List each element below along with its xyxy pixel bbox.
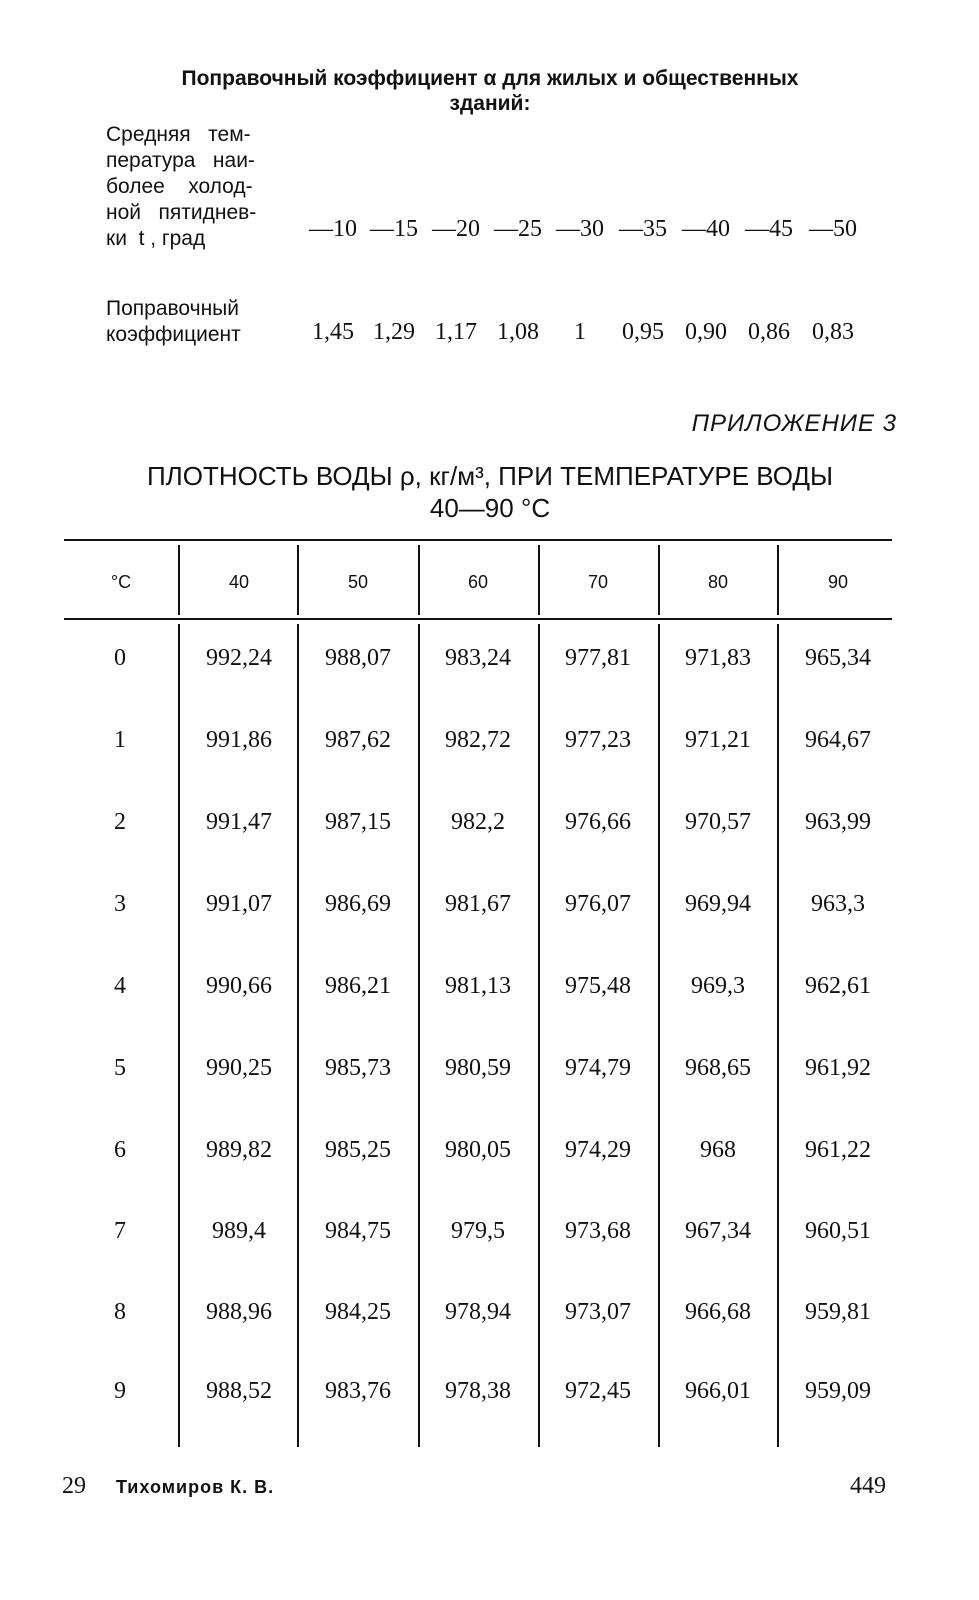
table-cell: 988,52 xyxy=(206,1378,272,1404)
table-cell: 972,45 xyxy=(565,1378,631,1404)
coefficient-value: 1,45 xyxy=(312,319,354,345)
table-cell: 980,59 xyxy=(445,1055,511,1081)
correction-title-line1: Поправочный коэффициент α для жилых и общественных xyxy=(181,67,799,90)
table-cell: 971,21 xyxy=(685,727,751,753)
coefficient-value: 1,17 xyxy=(435,319,477,345)
table-cell: 977,81 xyxy=(565,645,631,671)
table-cell: 991,47 xyxy=(206,809,272,835)
temperature-value: —45 xyxy=(745,216,793,242)
table-cell: 975,48 xyxy=(565,973,631,999)
coefficient-row-label: Поправочный коэффициент xyxy=(106,297,241,346)
coefficient-value: 0,95 xyxy=(622,319,664,345)
column-divider-body xyxy=(658,624,660,1447)
table-cell: 991,07 xyxy=(206,891,272,917)
temperature-value: —35 xyxy=(619,216,667,242)
temperature-value: —15 xyxy=(370,216,418,242)
column-divider-body xyxy=(538,624,540,1447)
density-table-title-line2: 40—90 °С xyxy=(429,493,551,523)
table-cell: 981,67 xyxy=(445,891,511,917)
table-cell: 963,99 xyxy=(805,809,871,835)
column-divider-header xyxy=(777,545,779,615)
correction-title xyxy=(100,66,880,116)
table-cell: 971,83 xyxy=(685,645,751,671)
coefficient-value: 1,08 xyxy=(497,319,539,345)
temperature-value: —40 xyxy=(682,216,730,242)
table-cell: 987,15 xyxy=(325,809,391,835)
table-cell: 989,82 xyxy=(206,1137,272,1163)
table-cell: 988,96 xyxy=(206,1299,272,1325)
row-header: 1 xyxy=(114,727,126,753)
coefficient-value: 0,90 xyxy=(685,319,727,345)
table-cell: 959,81 xyxy=(805,1299,871,1325)
table-cell: 960,51 xyxy=(805,1218,871,1244)
table-cell: 963,3 xyxy=(811,891,865,917)
table-cell: 959,09 xyxy=(805,1378,871,1404)
row-header: 2 xyxy=(114,809,126,835)
table-cell: 981,13 xyxy=(445,973,511,999)
corner-header: °С xyxy=(110,572,132,592)
table-cell: 968,65 xyxy=(685,1055,751,1081)
table-cell: 974,29 xyxy=(565,1137,631,1163)
table-cell: 991,86 xyxy=(206,727,272,753)
table-cell: 966,01 xyxy=(685,1378,751,1404)
column-divider-body xyxy=(777,624,779,1447)
temperature-value: —20 xyxy=(432,216,480,242)
coefficient-value: 1 xyxy=(574,319,586,345)
table-cell: 976,07 xyxy=(565,891,631,917)
table-cell: 980,05 xyxy=(445,1137,511,1163)
column-divider-header xyxy=(658,545,660,615)
column-divider-body xyxy=(297,624,299,1447)
table-cell: 984,25 xyxy=(325,1299,391,1325)
temperature-value: —30 xyxy=(556,216,604,242)
table-cell: 969,94 xyxy=(685,891,751,917)
author-name: Тихомиров К. В. xyxy=(116,1477,275,1497)
coefficient-value: 0,83 xyxy=(812,319,854,345)
table-cell: 969,3 xyxy=(691,973,745,999)
appendix-label: ПРИЛОЖЕНИЕ 3 xyxy=(691,410,897,437)
temperature-value: —50 xyxy=(809,216,857,242)
table-cell: 964,67 xyxy=(805,727,871,753)
table-cell: 976,66 xyxy=(565,809,631,835)
table-cell: 966,68 xyxy=(685,1299,751,1325)
table-cell: 974,79 xyxy=(565,1055,631,1081)
column-divider-body xyxy=(418,624,420,1447)
table-cell: 985,73 xyxy=(325,1055,391,1081)
column-header: 40 xyxy=(228,572,250,592)
column-header: 90 xyxy=(827,572,849,592)
table-cell: 982,2 xyxy=(451,809,505,835)
table-cell: 973,68 xyxy=(565,1218,631,1244)
table-cell: 962,61 xyxy=(805,973,871,999)
temperature-value: —25 xyxy=(494,216,542,242)
table-cell: 973,07 xyxy=(565,1299,631,1325)
signature-number: 29 xyxy=(62,1473,86,1499)
column-header: 80 xyxy=(707,572,729,592)
table-cell: 961,22 xyxy=(805,1137,871,1163)
row-header: 9 xyxy=(114,1378,126,1404)
table-cell: 985,25 xyxy=(325,1137,391,1163)
temperature-row-label: Средняя тем- пература наи- более холод- ной пятиднев- ки t , град xyxy=(106,123,257,250)
table-cell: 983,76 xyxy=(325,1378,391,1404)
coefficient-value: 1,29 xyxy=(373,319,415,345)
table-cell: 986,21 xyxy=(325,973,391,999)
column-header: 50 xyxy=(347,572,369,592)
density-table-title xyxy=(60,460,920,524)
table-cell: 965,34 xyxy=(805,645,871,671)
table-cell: 968 xyxy=(700,1137,736,1163)
table-cell: 990,25 xyxy=(206,1055,272,1081)
row-header: 5 xyxy=(114,1055,126,1081)
row-header: 0 xyxy=(114,645,126,671)
table-cell: 987,62 xyxy=(325,727,391,753)
correction-title-line2: зданий: xyxy=(449,92,531,115)
coefficient-value: 0,86 xyxy=(748,319,790,345)
column-divider-header xyxy=(178,545,180,615)
table-top-rule xyxy=(64,539,892,541)
table-cell: 988,07 xyxy=(325,645,391,671)
table-cell: 992,24 xyxy=(206,645,272,671)
row-header: 6 xyxy=(114,1137,126,1163)
row-header: 7 xyxy=(114,1218,126,1244)
row-header: 3 xyxy=(114,891,126,917)
table-cell: 977,23 xyxy=(565,727,631,753)
column-divider-header xyxy=(538,545,540,615)
table-cell: 986,69 xyxy=(325,891,391,917)
table-cell: 967,34 xyxy=(685,1218,751,1244)
table-cell: 984,75 xyxy=(325,1218,391,1244)
column-header: 70 xyxy=(587,572,609,592)
row-header: 4 xyxy=(114,973,126,999)
table-cell: 978,38 xyxy=(445,1378,511,1404)
table-cell: 978,94 xyxy=(445,1299,511,1325)
table-cell: 983,24 xyxy=(445,645,511,671)
column-divider-body xyxy=(178,624,180,1447)
table-cell: 982,72 xyxy=(445,727,511,753)
table-cell: 979,5 xyxy=(451,1218,505,1244)
table-cell: 961,92 xyxy=(805,1055,871,1081)
column-divider-header xyxy=(297,545,299,615)
table-header-rule xyxy=(64,618,892,620)
table-cell: 989,4 xyxy=(212,1218,266,1244)
column-header: 60 xyxy=(467,572,489,592)
row-header: 8 xyxy=(114,1299,126,1325)
table-cell: 990,66 xyxy=(206,973,272,999)
page-number: 449 xyxy=(850,1473,886,1499)
density-table-title-line1: ПЛОТНОСТЬ ВОДЫ ρ, кг/м³, ПРИ ТЕМПЕРАТУРЕ ВОДЫ xyxy=(146,461,834,491)
table-cell: 970,57 xyxy=(685,809,751,835)
temperature-value: —10 xyxy=(309,216,357,242)
column-divider-header xyxy=(418,545,420,615)
